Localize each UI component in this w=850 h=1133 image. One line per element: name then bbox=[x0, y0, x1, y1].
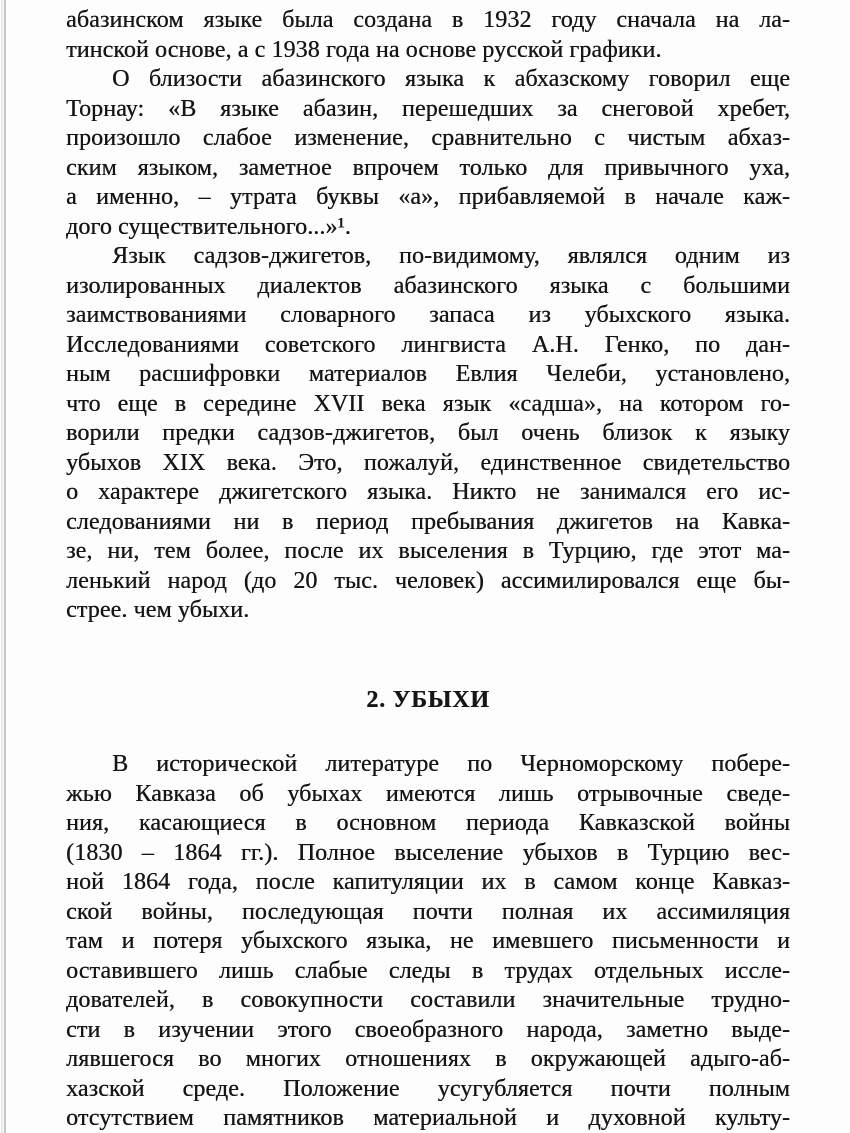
text-line: тинской основе, а с 1938 года на основе русской графики. bbox=[66, 36, 662, 63]
text-line: ным расшифровки материалов Евлия Челеби, установлено, bbox=[66, 361, 790, 387]
text-line: жью Кавказа об убыхах имеются лишь отрывочные сведе- bbox=[66, 780, 790, 807]
text-line: Исследованиями советского лингвиста А.Н. Генко, по дан- bbox=[66, 331, 790, 358]
section-heading: 2. УБЫХИ bbox=[366, 686, 490, 713]
text-line: дователей, в совокупности составили значительные трудно- bbox=[66, 987, 790, 1013]
paragraph bbox=[66, 65, 790, 242]
text-line: стрее. чем убыхи. bbox=[66, 597, 250, 623]
paragraph bbox=[66, 750, 790, 1133]
text-line: сти в изучении этого своеобразного народа, заметно выде- bbox=[66, 1016, 790, 1043]
text-line: Торнау: «В языке абазин, перешедших за снеговой хребет, bbox=[66, 95, 790, 122]
text-line: там и потеря убыхского языка, не имевшего письменности и bbox=[66, 928, 790, 954]
text-line: абазинском языке была создана в 1932 году сначала на ла- bbox=[66, 7, 790, 33]
text-line: ской войны, последующая почти полная их ассимиляция bbox=[66, 898, 790, 925]
text-line: ворили предки садзов-джигетов, был очень близок к языку bbox=[66, 420, 790, 446]
paragraph bbox=[66, 242, 790, 626]
text-line: произошло слабое изменение, сравнительно с чистым абхаз- bbox=[66, 125, 790, 151]
text-line: лявшегося во многих отношениях в окружающей адыго-аб- bbox=[66, 1046, 790, 1072]
text-line: о характере джигетского языка. Никто не занимался его ис- bbox=[66, 479, 790, 505]
text-line: ским языком, заметное впрочем только для привычного уха, bbox=[66, 154, 790, 181]
text-line: изолированных диалектов абазинского языка с большими bbox=[66, 272, 790, 299]
text-line: заимствованиями словарного запаса из убыхского языка. bbox=[66, 302, 790, 328]
text-line: ленький народ (до 20 тыс. человек) ассимилировался еще бы- bbox=[66, 567, 790, 594]
text-line-with-footnote-ref: дого существительного...»¹. bbox=[66, 213, 351, 240]
page-text-column bbox=[66, 6, 790, 1133]
paragraph bbox=[66, 6, 790, 65]
text-line: О близости абазинского языка к абхазскому говорил еще bbox=[112, 66, 790, 92]
text-line: ной 1864 года, после капитуляции их в самом конце Кавказ- bbox=[66, 869, 790, 895]
text-line: следованиями ни в период пребывания джигетов на Кавка- bbox=[66, 508, 790, 535]
text-line: хазской среде. Положение усугубляется почти полным bbox=[66, 1075, 790, 1102]
text-line: (1830 – 1864 гг.). Полное выселение убыхов в Турцию вес- bbox=[66, 839, 790, 866]
text-line: отсутствием памятников материальной и духовной культу- bbox=[66, 1105, 790, 1131]
text-line: В исторической литературе по Черноморскому побере- bbox=[112, 751, 790, 777]
text-line: Язык садзов-джигетов, по-видимому, являлся одним из bbox=[112, 243, 790, 269]
text-line: зе, ни, тем более, после их выселения в Турцию, где этот ма- bbox=[66, 538, 790, 564]
text-line: ния, касающиеся в основном периода Кавказской войны bbox=[66, 810, 790, 836]
text-line: оставившего лишь слабые следы в трудах отдельных иссле- bbox=[66, 957, 790, 984]
text-line: убыхов XIX века. Это, пожалуй, единственное свидетельство bbox=[66, 449, 790, 476]
text-line: а именно, – утрата буквы «а», прибавляемой в начале каж- bbox=[66, 184, 790, 210]
scan-edge-artifact bbox=[4, 0, 6, 1133]
text-line: что еще в середине XVII века язык «садша», на котором го- bbox=[66, 390, 790, 417]
